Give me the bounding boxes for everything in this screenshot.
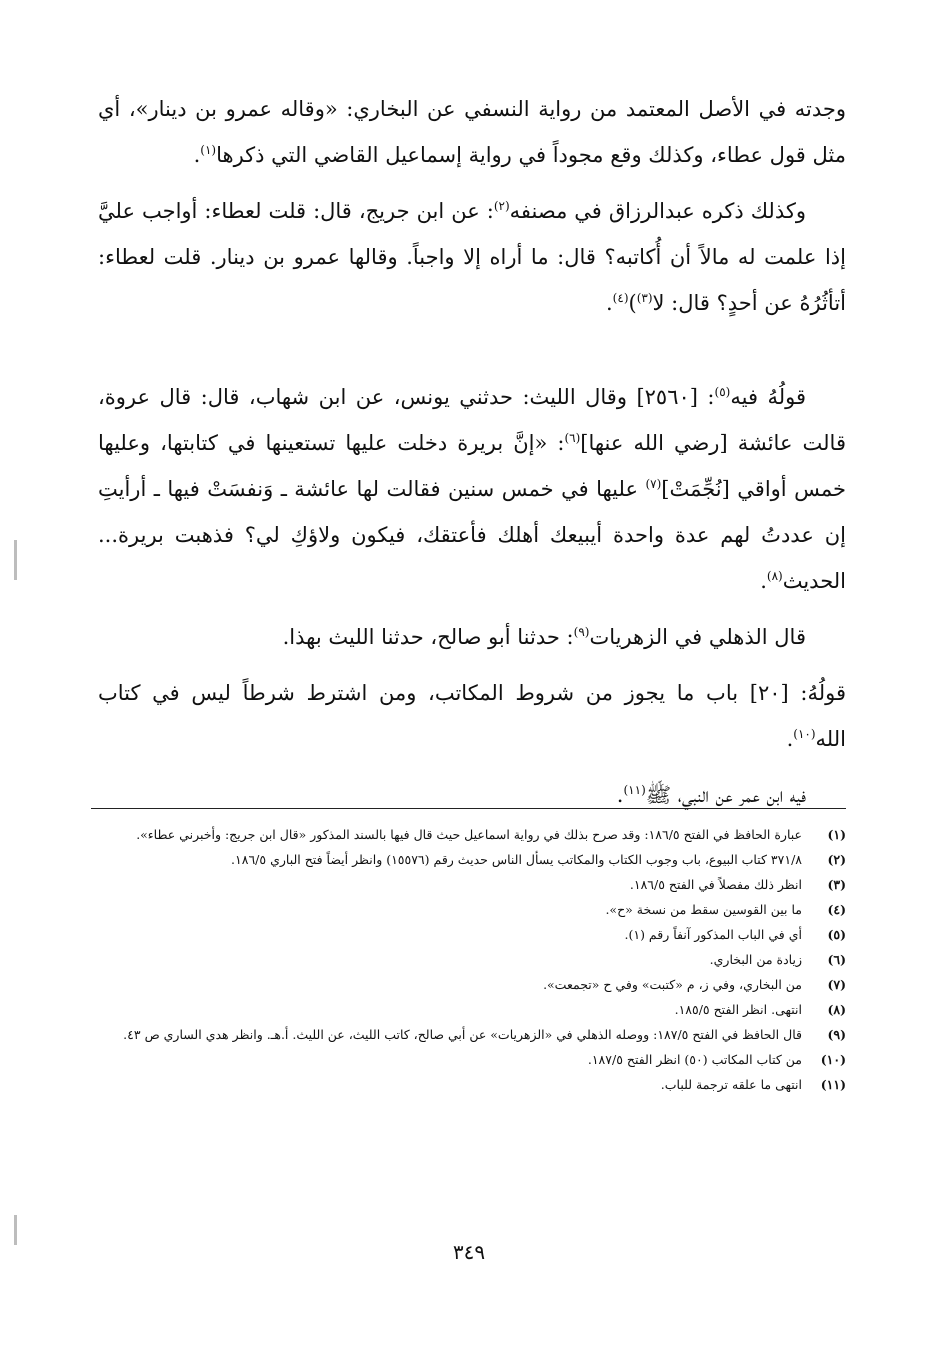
paragraph-3 xyxy=(98,374,846,604)
footnote-number: (١) xyxy=(827,827,846,842)
footnote-number: (١١) xyxy=(820,1077,846,1092)
paragraph-text: . xyxy=(193,143,201,167)
footnote-text: ما بين القوسين سقط من نسخة «ح». xyxy=(605,902,802,917)
footnote-text: من كتاب المكاتب (٥٠) انظر الفتح ١٨٧/٥. xyxy=(587,1052,802,1067)
paragraph-text: . xyxy=(616,783,624,807)
footnote-number: (٣) xyxy=(827,877,846,892)
scan-edge-mark xyxy=(14,1215,17,1245)
footnote-number: (٦) xyxy=(827,952,846,967)
paragraph-text: : [٢٥٦٠] وقال الليث: حدثني يونس، عن ابن شهاب، قال: قال عروة، قالت عائشة [رضي الله عنها] xyxy=(98,385,846,455)
paragraph-text: ) xyxy=(628,291,637,315)
paragraph-6 xyxy=(98,772,846,818)
paragraph-text: . xyxy=(605,291,613,315)
paragraph-text: : حدثنا أبو صالح، حدثنا الليث بهذا. xyxy=(282,625,574,649)
paragraph-text: . xyxy=(786,727,794,751)
footnote-text: قال الحافظ في الفتح ١٨٧/٥: ووصله الذهلي في «الزهريات» عن أبي صالح، كاتب الليث، عن الليث. أ.هـ. وانظر هدي الساري ص ٤٣. xyxy=(123,1027,802,1042)
footnote-ref: (٩) xyxy=(573,625,590,639)
footnote-text: انتهى. انظر الفتح ١٨٥/٥. xyxy=(674,1002,802,1017)
footnote-number: (٤) xyxy=(827,902,846,917)
footnotes xyxy=(91,822,846,1097)
footnote-number: (٢) xyxy=(827,852,846,867)
footnote-number: (٥) xyxy=(827,927,846,942)
paragraph-text: : «إنَّ بريرة دخلت عليها تستعينها في كتابتها، وعليها خمس أواقي [نُجِّمَتْ] xyxy=(98,431,846,501)
footnote-divider xyxy=(91,808,846,809)
footnote-text: زيادة من البخاري. xyxy=(709,952,802,967)
paragraph-text: عليها في خمس سنين فقالت لها عائشة ـ وَنفسَتْ فيها ـ أرأيتِ إن عددتُ لهم عدة واحدة أيبيعك أهلك فأعتقك، فيكون ولاؤكِ لي؟ فذهبت بريرة... الحديث xyxy=(98,477,846,593)
footnote-item xyxy=(91,847,846,872)
footnote-item xyxy=(91,922,846,947)
footnote-number: (٩) xyxy=(827,1027,846,1042)
footnote-ref: (٧) xyxy=(645,477,662,491)
footnote-number: (٨) xyxy=(827,1002,846,1017)
paragraph-4 xyxy=(98,614,846,660)
paragraph-text: فيه ابن عمر عن النبي، ﷺ xyxy=(645,783,806,807)
footnote-item xyxy=(91,1022,846,1047)
paragraph-1 xyxy=(98,86,846,178)
footnote-text: عبارة الحافظ في الفتح ١٨٦/٥: وقد صرح بذلك في رواية اسماعيل حيث قال فيها بالسند المذكور «قال ابن جريج: وأخبرني عطاء». xyxy=(136,827,802,842)
footnote-text: انتهى ما علقه ترجمة للباب. xyxy=(660,1077,802,1092)
footnote-item xyxy=(91,947,846,972)
paragraph-text: . xyxy=(760,569,767,593)
paragraph-text: قال الذهلي في الزهريات xyxy=(589,625,806,649)
footnote-item xyxy=(91,1047,846,1072)
paragraph-text: : عن ابن جريج، قال: قلت لعطاء: أواجب عليَّ إذا علمت له مالاً أن أُكاتبه؟ قال: ما أراه إلا واجباً. وقالها عمرو بن دينار. قلت لعطاء: أتأثُرُهُ عن أحدٍ؟ قال: لا xyxy=(98,199,846,315)
footnote-ref: (٦) xyxy=(564,431,581,445)
paragraph-5 xyxy=(98,670,846,762)
footnote-ref: (١٠) xyxy=(793,727,816,741)
footnote-text: من البخاري، وفي ز، م «كتبت» وفي ح «تجمعت». xyxy=(543,977,802,992)
footnote-item xyxy=(91,1072,846,1097)
scan-edge-mark xyxy=(14,540,17,580)
paragraph-text: وكذلك ذكره عبدالرزاق في مصنفه xyxy=(509,199,806,223)
paragraph-text: وجدته في الأصل المعتمد من رواية النسفي عن البخاري: «وقاله عمرو بن دينار»، أي مثل قول عطاء، وكذلك وقع مجوداً في رواية إسماعيل القاضي التي ذكرها xyxy=(98,97,846,167)
footnote-item xyxy=(91,997,846,1022)
footnote-number: (١٠) xyxy=(820,1052,846,1067)
footnote-ref: (١١) xyxy=(623,783,646,797)
footnote-item xyxy=(91,897,846,922)
footnote-ref: (٤) xyxy=(612,291,629,305)
paragraph-text: قولُهُ: [٢٠] باب ما يجوز من شروط المكاتب، ومن اشترط شرطاً ليس في كتاب الله xyxy=(98,681,846,751)
footnote-ref: (٣) xyxy=(636,291,653,305)
footnote-ref: (٢) xyxy=(493,199,510,213)
footnote-item xyxy=(91,822,846,847)
footnote-number: (٧) xyxy=(827,977,846,992)
footnote-ref: (٥) xyxy=(714,385,731,399)
footnote-text: انظر ذلك مفصلاً في الفتح ١٨٦/٥. xyxy=(629,877,802,892)
main-text xyxy=(98,86,846,818)
page-number: ٣٤٩ xyxy=(452,1240,486,1264)
footnote-ref: (١) xyxy=(200,143,217,157)
footnote-text: أي في الباب المذكور آنفاً رقم (١). xyxy=(624,927,802,942)
paragraph-text: قولُهُ فيه xyxy=(730,385,806,409)
footnote-ref: (٨) xyxy=(766,569,783,583)
footnote-item xyxy=(91,972,846,997)
footnote-item xyxy=(91,872,846,897)
footnote-text: ٣٧١/٨ كتاب البيوع، باب وجوب الكتاب والمكاتب يسأل الناس حديث رقم (١٥٥٧٦) وانظر أيضاً فتح الباري ١٨٦/٥. xyxy=(231,852,802,867)
paragraph-2 xyxy=(98,188,846,326)
